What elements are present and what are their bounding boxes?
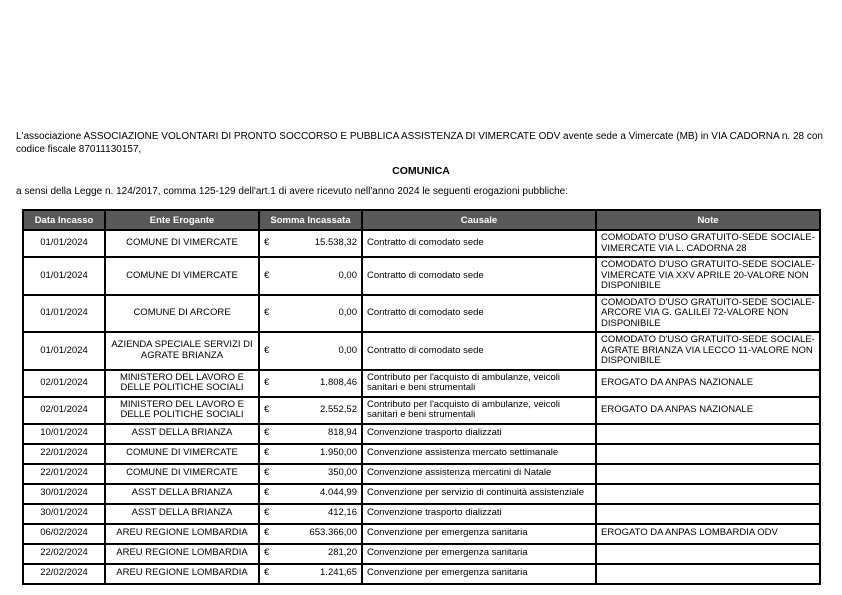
- causale-cell: Contratto di comodato sede: [362, 257, 596, 295]
- note-cell: EROGATO DA ANPAS NAZIONALE: [596, 370, 820, 397]
- somma-amount: 1.241,65: [320, 567, 357, 579]
- somma-incassata-cell: [259, 370, 362, 397]
- causale-cell: Convenzione per servizio di continuità assistenziale: [362, 484, 596, 504]
- somma-incassata-cell: [259, 484, 362, 504]
- somma-incassata-cell: [259, 230, 362, 257]
- table-row: [23, 424, 820, 444]
- table-row: [23, 370, 820, 397]
- somma-incassata-cell: [259, 464, 362, 484]
- table-row: [23, 444, 820, 464]
- somma-amount: 653.366,00: [309, 527, 357, 539]
- ente-erogante-cell: ASST DELLA BRIANZA: [105, 504, 259, 524]
- ente-erogante-cell: AREU REGIONE LOMBARDIA: [105, 524, 259, 544]
- somma-amount: 0,00: [338, 307, 357, 318]
- causale-cell: Convenzione assistenza mercatini di Natale: [362, 464, 596, 484]
- table-row: [23, 397, 820, 424]
- note-cell: EROGATO DA ANPAS NAZIONALE: [596, 397, 820, 424]
- table-row: [23, 257, 820, 295]
- data-incasso-cell: 22/01/2024: [23, 464, 105, 484]
- table-header-row: [23, 210, 820, 230]
- table-row: [23, 504, 820, 524]
- ente-erogante-cell: COMUNE DI ARCORE: [105, 295, 259, 333]
- currency-symbol: €: [264, 447, 270, 459]
- currency-symbol: €: [264, 427, 270, 439]
- data-incasso-cell: 22/01/2024: [23, 444, 105, 464]
- somma-amount: 1.950,00: [320, 447, 357, 459]
- somma-incassata-cell: [259, 524, 362, 544]
- somma-amount: 818,94: [327, 427, 357, 439]
- intro-paragraph: L'associazione ASSOCIAZIONE VOLONTARI DI PRONTO SOCCORSO E PUBBLICA ASSISTENZA DI VIMERCATE ODV avente sede a Vimercate (MB) in VIA CADORNA n. 28 con codice fiscale 87011130157,: [16, 131, 823, 155]
- ente-erogante-cell: COMUNE DI VIMERCATE: [105, 444, 259, 464]
- currency-symbol: €: [264, 237, 270, 249]
- somma-amount: 350,00: [327, 467, 357, 479]
- ente-erogante-cell: AREU REGIONE LOMBARDIA: [105, 544, 259, 564]
- somma-amount: 281,20: [327, 547, 357, 559]
- currency-symbol: €: [264, 547, 270, 559]
- ente-erogante-cell: COMUNE DI VIMERCATE: [105, 257, 259, 295]
- causale-cell: Contributo per l'acquisto di ambulanze, veicoli sanitari e beni strumentali: [362, 370, 596, 397]
- column-header-data-incasso: Data Incasso: [23, 210, 105, 230]
- causale-cell: Convenzione per emergenza sanitaria: [362, 544, 596, 564]
- note-cell: EROGATO DA ANPAS LOMBARDIA ODV: [596, 524, 820, 544]
- ente-erogante-cell: ASST DELLA BRIANZA: [105, 424, 259, 444]
- data-incasso-cell: 22/02/2024: [23, 564, 105, 584]
- currency-symbol: €: [264, 403, 270, 415]
- table-body: [23, 230, 820, 584]
- currency-symbol: €: [264, 344, 270, 356]
- premise-paragraph: a sensi della Legge n. 124/2017, comma 125-129 dell'art.1 di avere ricevuto nell'anno 2024 le seguenti erogazioni pubbliche:: [16, 186, 568, 197]
- somma-amount: 4.044,99: [320, 487, 357, 499]
- data-incasso-cell: 30/01/2024: [23, 504, 105, 524]
- currency-symbol: €: [264, 376, 270, 388]
- column-header-note: Note: [596, 210, 820, 230]
- note-cell: COMODATO D'USO GRATUITO-SEDE SOCIALE-AGRATE BRIANZA VIA LECCO 11-VALORE NON DISPONIBILE: [596, 332, 820, 370]
- data-incasso-cell: 22/02/2024: [23, 544, 105, 564]
- causale-cell: Convenzione trasporto dializzati: [362, 424, 596, 444]
- data-incasso-cell: 30/01/2024: [23, 484, 105, 504]
- data-incasso-cell: 01/01/2024: [23, 257, 105, 295]
- data-incasso-cell: 01/01/2024: [23, 295, 105, 333]
- note-cell: [596, 544, 820, 564]
- table-row: [23, 564, 820, 584]
- somma-amount: 1.808,46: [320, 376, 357, 388]
- causale-cell: Contratto di comodato sede: [362, 295, 596, 333]
- somma-incassata-cell: [259, 544, 362, 564]
- somma-amount: 2.552,52: [320, 403, 357, 415]
- table-row: [23, 524, 820, 544]
- data-incasso-cell: 02/01/2024: [23, 397, 105, 424]
- somma-incassata-cell: [259, 257, 362, 295]
- causale-cell: Contributo per l'acquisto di ambulanze, veicoli sanitari e beni strumentali: [362, 397, 596, 424]
- causale-cell: Convenzione trasporto dializzati: [362, 504, 596, 524]
- currency-symbol: €: [264, 507, 270, 519]
- data-incasso-cell: 01/01/2024: [23, 230, 105, 257]
- ente-erogante-cell: COMUNE DI VIMERCATE: [105, 464, 259, 484]
- causale-cell: Convenzione per emergenza sanitaria: [362, 564, 596, 584]
- currency-symbol: €: [264, 487, 270, 499]
- table-row: [23, 230, 820, 257]
- currency-symbol: €: [264, 467, 270, 479]
- table-row: [23, 484, 820, 504]
- ente-erogante-cell: MINISTERO DEL LAVORO E DELLE POLITICHE SOCIALI: [105, 370, 259, 397]
- data-incasso-cell: 10/01/2024: [23, 424, 105, 444]
- somma-amount: 15.538,32: [314, 237, 357, 249]
- column-header-somma-incassata: Somma Incassata: [259, 210, 362, 230]
- somma-incassata-cell: [259, 444, 362, 464]
- note-cell: [596, 464, 820, 484]
- erogazioni-table: [22, 209, 821, 585]
- note-cell: [596, 444, 820, 464]
- somma-amount: 0,00: [338, 344, 357, 356]
- somma-amount: 412,16: [327, 507, 357, 519]
- somma-incassata-cell: [259, 332, 362, 370]
- note-cell: [596, 424, 820, 444]
- causale-cell: Convenzione per emergenza sanitaria: [362, 524, 596, 544]
- causale-cell: Contratto di comodato sede: [362, 230, 596, 257]
- table-row: [23, 544, 820, 564]
- note-cell: [596, 504, 820, 524]
- comunica-heading: COMUNICA: [392, 165, 450, 177]
- data-incasso-cell: 01/01/2024: [23, 332, 105, 370]
- causale-cell: Convenzione assistenza mercato settimanale: [362, 444, 596, 464]
- note-cell: [596, 484, 820, 504]
- note-cell: COMODATO D'USO GRATUITO-SEDE SOCIALE-ARCORE VIA G. GALILEI 72-VALORE NON DISPONIBILE: [596, 295, 820, 333]
- somma-amount: 0,00: [338, 269, 357, 281]
- ente-erogante-cell: AREU REGIONE LOMBARDIA: [105, 564, 259, 584]
- currency-symbol: €: [264, 307, 270, 318]
- ente-erogante-cell: MINISTERO DEL LAVORO E DELLE POLITICHE SOCIALI: [105, 397, 259, 424]
- column-header-causale: Causale: [362, 210, 596, 230]
- somma-incassata-cell: [259, 397, 362, 424]
- somma-incassata-cell: [259, 564, 362, 584]
- note-cell: [596, 564, 820, 584]
- currency-symbol: €: [264, 567, 270, 579]
- column-header-ente-erogante: Ente Erogante: [105, 210, 259, 230]
- data-incasso-cell: 02/01/2024: [23, 370, 105, 397]
- table-row: [23, 464, 820, 484]
- ente-erogante-cell: COMUNE DI VIMERCATE: [105, 230, 259, 257]
- currency-symbol: €: [264, 269, 270, 281]
- data-incasso-cell: 06/02/2024: [23, 524, 105, 544]
- causale-cell: Contratto di comodato sede: [362, 332, 596, 370]
- ente-erogante-cell: ASST DELLA BRIANZA: [105, 484, 259, 504]
- somma-incassata-cell: [259, 504, 362, 524]
- table-row: [23, 295, 820, 333]
- ente-erogante-cell: AZIENDA SPECIALE SERVIZI DI AGRATE BRIANZA: [105, 332, 259, 370]
- document-content: [16, 130, 826, 585]
- note-cell: COMODATO D'USO GRATUITO-SEDE SOCIALE-VIMERCATE VIA XXV APRILE 20-VALORE NON DISPONIBILE: [596, 257, 820, 295]
- somma-incassata-cell: [259, 295, 362, 333]
- currency-symbol: €: [264, 527, 270, 539]
- note-cell: COMODATO D'USO GRATUITO-SEDE SOCIALE-VIMERCATE VIA L. CADORNA 28: [596, 230, 820, 257]
- somma-incassata-cell: [259, 424, 362, 444]
- table-row: [23, 332, 820, 370]
